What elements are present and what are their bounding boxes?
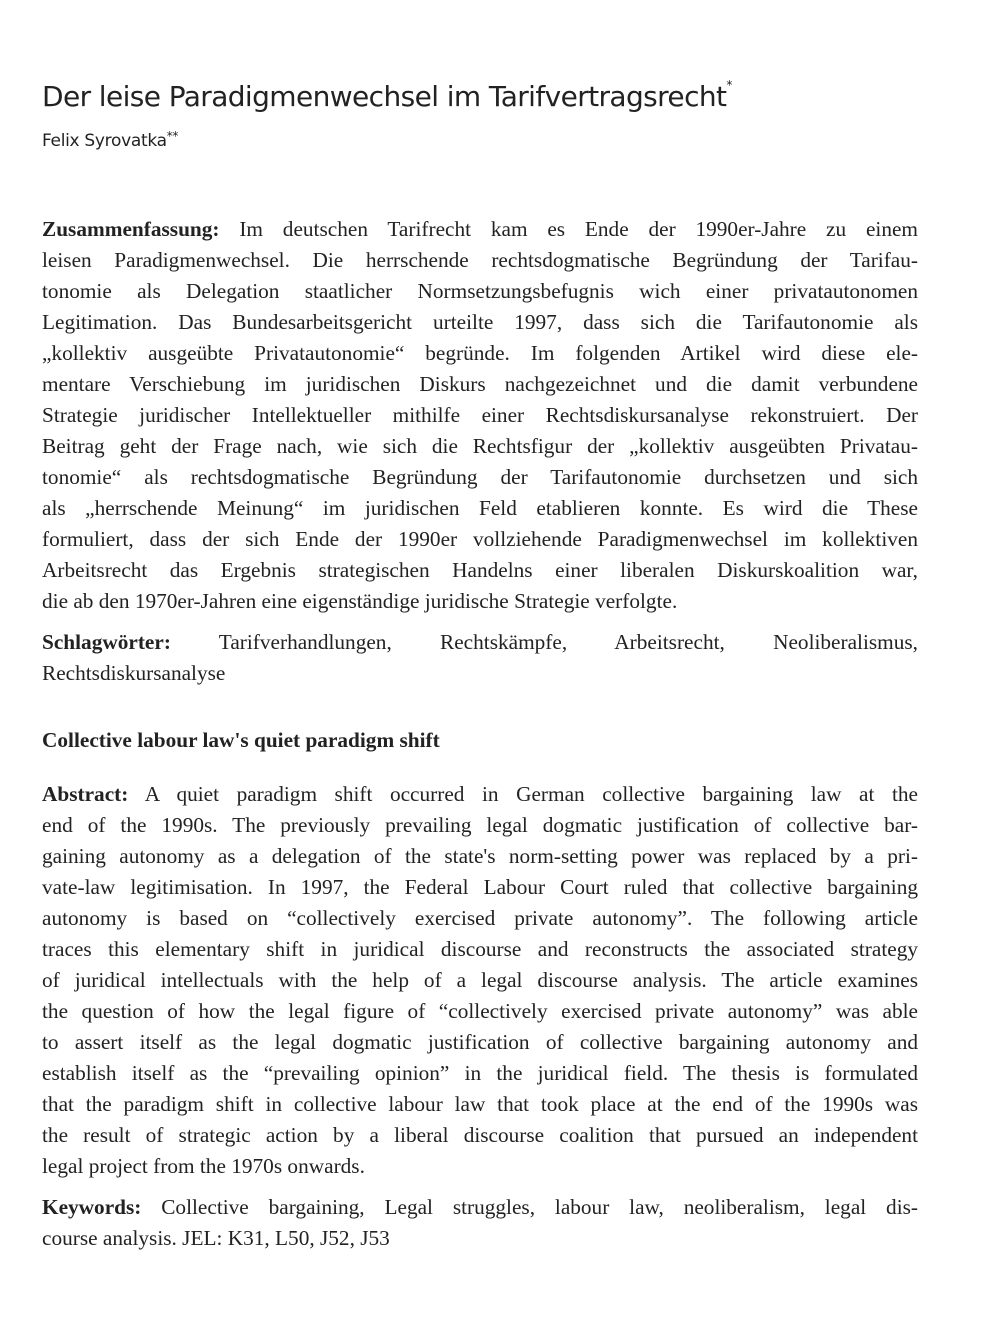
abstract-line-text: tonomie“ als rechtsdogmatische Begründung der Tarifautonomie durchsetzen und sich	[42, 465, 918, 489]
abstract-line-text: die ab den 1970er-Jahren eine eigenständige juridische Strategie verfolgte.	[42, 589, 678, 613]
german-keywords	[42, 627, 918, 689]
abstract-line	[42, 276, 918, 307]
abstract-line	[42, 555, 918, 586]
abstract-line-text: to assert itself as the legal dogmatic justification of collective bargaining autonomy and	[42, 1030, 918, 1054]
author-footnote-marker[interactable]: **	[166, 129, 179, 143]
abstract-line-text: the question of how the legal figure of “collectively exercised private autonomy” was able	[42, 999, 918, 1023]
abstract-line-text: legal project from the 1970s onwards.	[42, 1154, 365, 1178]
abstract-line	[42, 400, 918, 431]
abstract-line-text: gaining autonomy as a delegation of the state's norm-setting power was replaced by a pri-	[42, 844, 918, 868]
abstract-line	[42, 1089, 918, 1120]
german-abstract-label: Zusammenfassung:	[42, 217, 220, 241]
abstract-line-text: „kollektiv ausgeübte Privatautonomie“ begründe. Im folgenden Artikel wird diese ele-	[42, 341, 918, 365]
keywords-line-text: Tarifverhandlungen, Rechtskämpfe, Arbeitsrecht, Neoliberalismus,	[170, 630, 918, 654]
abstract-line-text: Legitimation. Das Bundesarbeitsgericht urteilte 1997, dass sich die Tarifautonomie als	[42, 310, 918, 334]
abstract-line	[42, 996, 918, 1027]
english-title: Collective labour law's quiet paradigm shift	[42, 728, 440, 752]
abstract-line	[42, 493, 918, 524]
abstract-line-text: traces this elementary shift in juridical discourse and reconstructs the associated strategy	[42, 937, 918, 961]
author-name-text: Felix Syrovatka	[42, 131, 167, 151]
abstract-line	[42, 810, 918, 841]
abstract-line	[42, 1151, 918, 1182]
abstract-line	[42, 934, 918, 965]
abstract-line	[42, 462, 918, 493]
abstract-line	[42, 1027, 918, 1058]
abstract-line	[42, 779, 918, 810]
german-keywords-label: Schlagwörter:	[42, 630, 171, 654]
abstract-line-text: end of the 1990s. The previously prevailing legal dogmatic justification of collective bar-	[42, 813, 918, 837]
abstract-line-text: tonomie als Delegation staatlicher Normsetzungsbefugnis wich einer privatautonomen	[42, 279, 918, 303]
abstract-line	[42, 872, 918, 903]
abstract-line-text: Beitrag geht der Frage nach, wie sich die Rechtsfigur der „kollektiv ausgeübten Privatau-	[42, 434, 918, 458]
english-abstract	[42, 779, 918, 1182]
keywords-line-text: course analysis. JEL: K31, L50, J52, J53	[42, 1226, 390, 1250]
abstract-line-text: autonomy is based on “collectively exercised private autonomy”. The following article	[42, 906, 918, 930]
abstract-line-text: A quiet paradigm shift occurred in German collective bargaining law at the	[128, 782, 918, 806]
german-abstract	[42, 214, 918, 617]
author-name	[42, 131, 178, 151]
paper-title	[42, 80, 732, 113]
abstract-line	[42, 903, 918, 934]
abstract-line-text: formuliert, dass der sich Ende der 1990er vollziehende Paradigmenwechsel im kollektiven	[42, 527, 918, 551]
abstract-line-text: the result of strategic action by a liberal discourse coalition that pursued an independent	[42, 1123, 918, 1147]
abstract-line	[42, 586, 918, 617]
abstract-line-text: vate-law legitimisation. In 1997, the Federal Labour Court ruled that collective bargaining	[42, 875, 918, 899]
abstract-line-text: mentare Verschiebung im juridischen Diskurs nachgezeichnet und die damit verbundene	[42, 372, 918, 396]
abstract-line	[42, 431, 918, 462]
english-abstract-label: Abstract:	[42, 782, 129, 806]
abstract-line-text: of juridical intellectuals with the help of a legal discourse analysis. The article examines	[42, 968, 918, 992]
title-footnote-marker[interactable]: *	[726, 78, 732, 92]
abstract-line-text: Im deutschen Tarifrecht kam es Ende der 1990er-Jahre zu einem	[219, 217, 918, 241]
abstract-line	[42, 1058, 918, 1089]
paper-title-text: Der leise Paradigmenwechsel im Tarifvertragsrecht	[42, 80, 727, 113]
abstract-line-text: als „herrschende Meinung“ im juridischen Feld etablieren konnte. Es wird die These	[42, 496, 918, 520]
keywords-line-text: Rechtsdiskursanalyse	[42, 661, 226, 685]
keywords-line	[42, 1192, 918, 1223]
abstract-line	[42, 214, 918, 245]
abstract-line-text: establish itself as the “prevailing opinion” in the juridical field. The thesis is formulated	[42, 1061, 918, 1085]
abstract-line	[42, 841, 918, 872]
abstract-line	[42, 369, 918, 400]
abstract-line	[42, 307, 918, 338]
abstract-line	[42, 1120, 918, 1151]
abstract-line-text: that the paradigm shift in collective labour law that took place at the end of the 1990s was	[42, 1092, 918, 1116]
keywords-line	[42, 1223, 918, 1254]
abstract-line	[42, 245, 918, 276]
abstract-line	[42, 338, 918, 369]
keywords-line	[42, 658, 918, 689]
english-keywords	[42, 1192, 918, 1254]
abstract-line-text: leisen Paradigmenwechsel. Die herrschende rechtsdogmatische Begründung der Tarifau-	[42, 248, 918, 272]
abstract-line-text: Strategie juridischer Intellektueller mithilfe einer Rechtsdiskursanalyse rekonstruiert. Der	[42, 403, 918, 427]
abstract-line	[42, 524, 918, 555]
keywords-line	[42, 627, 918, 658]
abstract-line	[42, 965, 918, 996]
abstract-line-text: Arbeitsrecht das Ergebnis strategischen Handelns einer liberalen Diskurskoalition war,	[42, 558, 918, 582]
english-keywords-label: Keywords:	[42, 1195, 142, 1219]
keywords-line-text: Collective bargaining, Legal struggles, labour law, neoliberalism, legal dis-	[141, 1195, 918, 1219]
